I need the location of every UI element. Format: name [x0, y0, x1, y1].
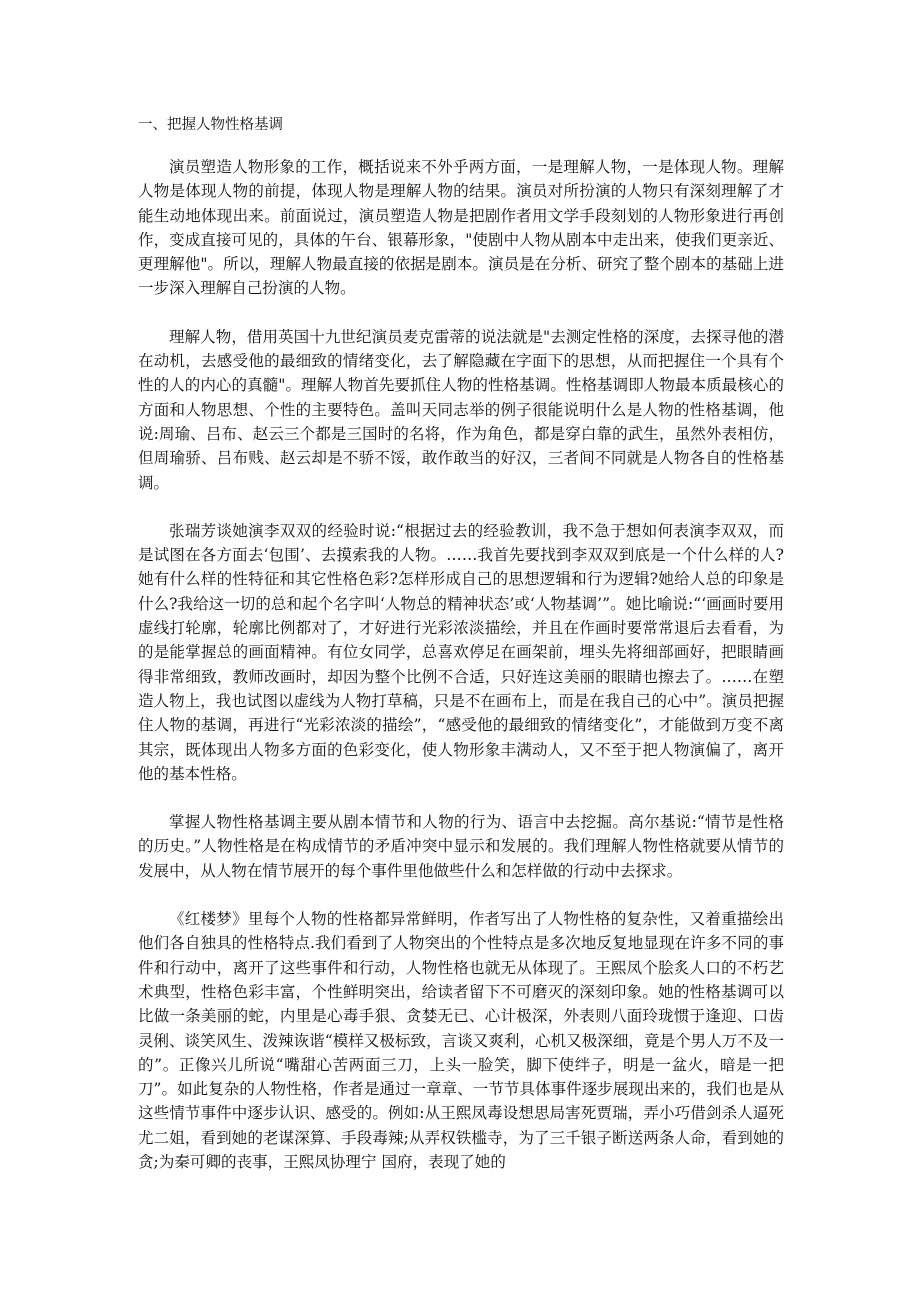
paragraph: 演员塑造人物形象的工作，概括说来不外乎两方面，一是理解人物，一是体现人物。理解人物是体现人物的前提，体现人物是理解人物的结果。演员对所扮演的人物只有深刻理解了才能生动地体现出来。前面说过，演员塑造人物是把剧作者用文学手段刻划的人物形象进行再创作，变成直接可见的，具体的午台、银幕形象，"使剧中人物从剧本中走出来，使我们更亲近、更理解他"。所以，理解人物最直接的依据是剧本。演员是在分析、研究了整个剧本的基础上进一步深入理解自己扮演的人物。 — [138, 158, 784, 298]
section-heading: 一、把握人物性格基调 — [138, 117, 283, 133]
document-page — [138, 113, 784, 1198]
paragraph: 理解人物，借用英国十九世纪演员麦克雷蒂的说法就是"去测定性格的深度，去探寻他的潜在动机，去感受他的最细致的情绪变化，去了解隐藏在字面下的思想，从而把握住一个具有个性的人的内心的真髓"。理解人物首先要抓住人物的性格基调。性格基调即人物最本质最核心的方面和人物思想、个性的主要特色。盖叫天同志举的例子很能说明什么是人物的性格基调，他说:周瑜、吕布、赵云三个都是三国时的名将，作为角色，都是穿白靠的武生，虽然外表相仿，但周瑜骄、吕布贱、赵云却是不骄不馁，敢作敢当的好汉，三者间不同就是人物各自的性格基调。 — [138, 327, 784, 492]
paragraph: 张瑞芳谈她演李双双的经验时说:“根据过去的经验教训，我不急于想如何表演李双双，而是试图在各方面去‘包围’、去摸索我的人物。……我首先要找到李双双到底是一个什么样的人?她有什么样的性特征和其它性格色彩?怎样形成自己的思想逻辑和行为逻辑?她给人总的印象是什么?我给这一切的总和起个名字叫‘人物总的精神状态’或‘人物基调’”。她比喻说:“‘画画时要用虚线打轮廓，轮廓比例都对了，才好进行光彩浓淡描绘，并且在作画时要常常退后去看看，为的是能掌握总的画面精神。有位女同学，总喜欢停足在画架前，埋头先将细部画好，把眼睛画得非常细致，教师改画时，却因为整个比例不合适，只好连这美丽的眼睛也擦去了。……在塑造人物上，我也试图以虚线为人物打草稿，只是不在画布上，而是在我自己的心中”。演员把握住人物的基调，再进行“光彩浓淡的描绘”，“感受他的最细致的情绪变化”，才能做到万变不离其宗，既体现出人物多方面的色彩变化，使人物形象丰满动人，又不至于把人物演偏了，离开他的基本性格。 — [138, 521, 784, 783]
paragraph: 《红楼梦》里每个人物的性格都异常鲜明，作者写出了人物性格的复杂性，又着重描绘出他们各自独具的性格特点.我们看到了人物突出的个性特点是多次地反复地显现在许多不同的事件和行动中，离开了这些事件和行动，人物性格也就无从体现了。王熙凤个脍炙人口的不朽艺术典型，性格色彩丰富，个性鲜明突出，给读者留下不可磨灭的深刻印象。她的性格基调可以比做一条美丽的蛇，内里是心毒手狠、贪婪无已、心计极深，外表则八面玲珑惯于逢迎、口齿灵俐、谈笑风生、泼辣诙谐“模样又极标致，言谈又爽利，心机又极深细，竟是个男人万不及一的”。正像兴儿所说“嘴甜心苦两面三刀，上头一脸笑，脚下使绊子，明是一盆火，暗是一把刀”。如此复杂的人物性格，作者是通过一章章、一节节具体事件逐步展现出来的，我们也是从这些情节事件中逐步认识、感受的。例如:从王熙凤毒设想思局害死贾瑞，弄小巧借剑杀人逼死尤二姐，看到她的老谋深算、手段毒辣;从弄权铁槛寺，为了三千银子断送两条人命，看到她的贪;为秦可卿的丧事，王熙凤协理宁 国府，表现了她的 — [138, 910, 784, 1171]
paragraph: 掌握人物性格基调主要从剧本情节和人物的行为、语言中去挖掘。高尔基说:“情节是性格的历史。”人物性格是在构成情节的矛盾冲突中显示和发展的。我们理解人物性格就要从情节的发展中，从人物在情节展开的每个事件里他做些什么和怎样做的行动中去探求。 — [138, 813, 784, 880]
